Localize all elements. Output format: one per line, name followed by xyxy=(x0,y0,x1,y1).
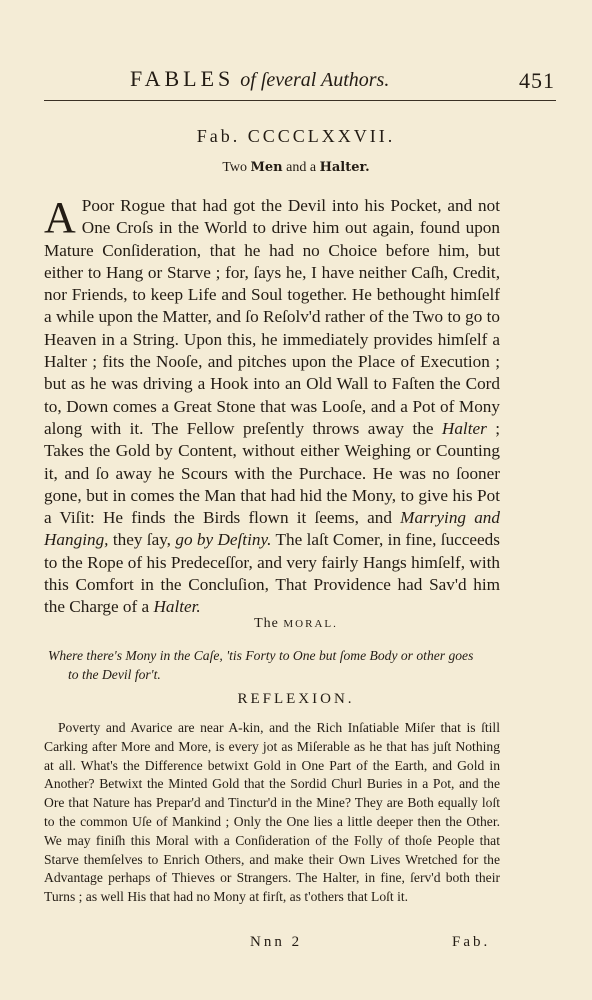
fable-title-halter: Halter. xyxy=(319,160,370,175)
fable-title-two: Two xyxy=(222,160,247,175)
running-head-italic: of ſeveral Authors. xyxy=(240,69,390,91)
fable-number: Fab. CCCCLXXVII. xyxy=(196,126,396,146)
moral-line-2: to the Devil for't. xyxy=(68,667,161,682)
running-head xyxy=(130,66,460,92)
fable-title xyxy=(0,160,592,176)
running-head-caps: FABLES xyxy=(130,66,235,91)
fable-text-2: ; Takes the Gold by Content, without either Weighing or Counting it, and ſo away he Scours with the Purchace. He was no ſooner gone, but in comes the Man that had hid the Mony, to give his Pot a Viſit: He finds the Birds flown it ſeems, and xyxy=(44,418,501,528)
signature-mark: Nnn 2 xyxy=(250,934,303,950)
fable-italic-halter-end: Halter. xyxy=(153,597,201,617)
fable-title-men: Men xyxy=(250,160,283,175)
moral-heading xyxy=(0,616,592,632)
moral-heading-the: The xyxy=(254,616,279,631)
catchword: Fab. xyxy=(452,934,491,950)
fable-text-3: they ſay, xyxy=(112,530,171,550)
moral-text xyxy=(48,646,503,684)
moral-line-1: Where there's Mony in the Caſe, 'tis Forty to One but ſome Body or other goes xyxy=(48,648,474,663)
fable-body xyxy=(44,195,500,619)
fable-title-and-a: and a xyxy=(286,160,317,175)
fable-italic-marrying: Marrying and Hanging, xyxy=(44,508,500,550)
fable-text-1: Poor Rogue that had got the Devil into his Pocket, and not One Croſs in the World to drive him out again, found upon Mature Conſideration, that he had no Choice before him, but either to Hang or Starve ; for, ſays he, I have neither Caſh, Credit, nor Friends, to keep Life and Soul together. He bethought himſelf a while upon the Matter, and ſo Reſolv'd rather of the Two to go to Heaven in a String. Upon this, he immediately provides himſelf a Halter ; fits the Nooſe, and pitches upon the Place of Execution ; but as he was driving a Hook into an Old Wall to Faſten the Cord to, Down comes a Great Stone that was Looſe, and a Pot of Mony along with it. The Fellow preſently throws away the xyxy=(44,196,500,438)
reflexion-body: Poverty and Avarice are near A-kin, and the Rich Inſatiable Miſer that is ſtill Carking after More and More, is every jot as Miſerable as he that has juſt Nothing at all. What's the Difference betwixt Gold in One Part of the Earth, and Gold in Another? Betwixt the Minted Gold that the Sordid Churl Buries in a Pot, and the Ore that Nature has Prepar'd and Tinctur'd in the Mine? They are Both equally loſt to the common Uſe of Mankind ; Only the One lies a little deeper then the Other. We may finiſh this Moral with a Conſideration of the Folly of thoſe People that Starve themſelves to Enrich Others, and make their Own Lives Wretched for the Advantage perhaps of Thieves or Strangers. The Halter, in fine, ſerv'd both their Turns ; as well His that had no Mony at firſt, as t'others that Loſt it. xyxy=(44,720,500,905)
fable-italic-halter: Halter xyxy=(441,418,487,438)
moral-heading-moral: MORAL. xyxy=(283,618,338,630)
fable-text-4: The laſt Comer, in fine, ſucceeds to the Rope of his Predeceſſor, and very fairly Hangs himſelf, with this Comfort in the Concluſion, That Providence had Sav'd him the Charge of a xyxy=(44,530,500,617)
drop-cap: A xyxy=(44,193,76,242)
reflexion-heading: REFLEXION. xyxy=(237,691,355,707)
page-number: 451 xyxy=(519,68,555,93)
header-rule xyxy=(44,100,556,101)
fable-italic-destiny: go by Deſtiny. xyxy=(175,530,272,550)
